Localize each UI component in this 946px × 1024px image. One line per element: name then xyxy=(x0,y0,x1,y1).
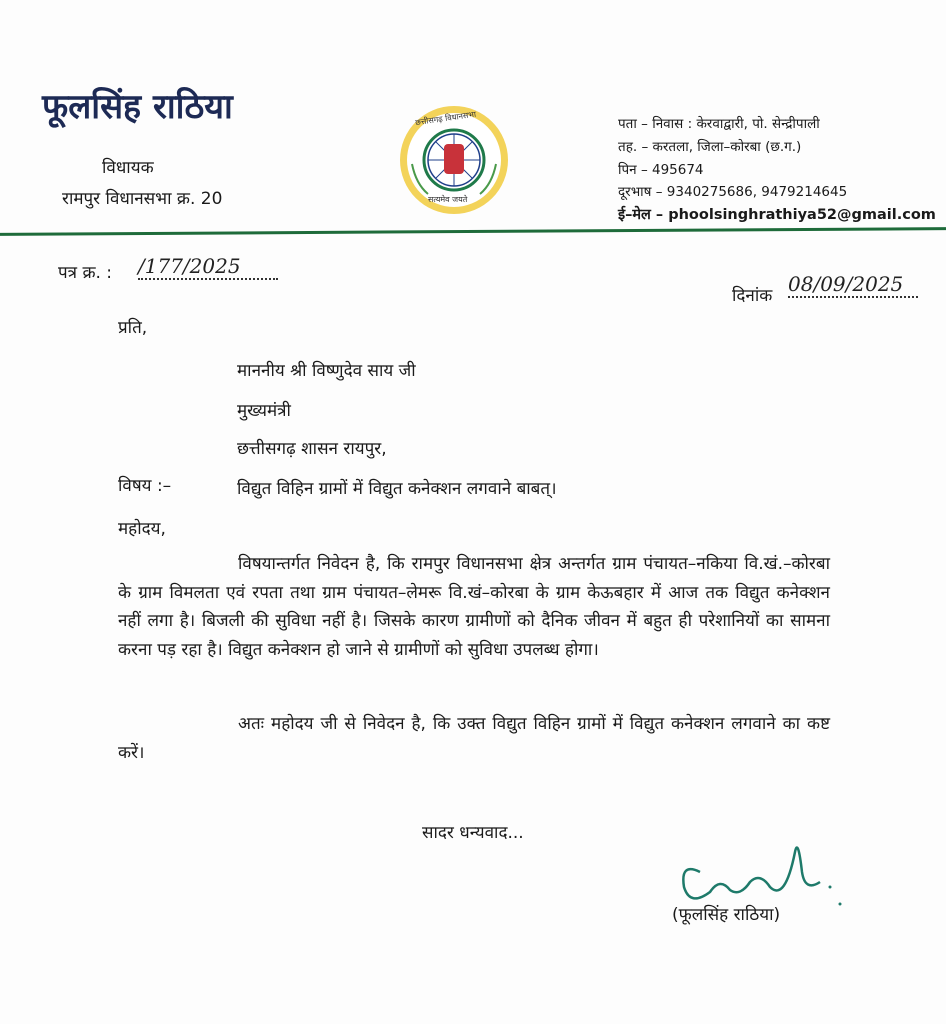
date-label: दिनांक xyxy=(732,286,773,306)
date-value: 08/09/2025 xyxy=(788,272,918,298)
letterhead-name: फूलसिंह राठिया xyxy=(42,87,233,127)
recipient-name: माननीय श्री विष्णुदेव साय जी xyxy=(237,361,416,381)
ref-label: पत्र क्र. : xyxy=(58,263,113,283)
pin-line: पिन – 495674 xyxy=(618,162,704,178)
seal-bottom-text: सत्यमेव जयते xyxy=(428,195,468,204)
email-line: ई–मेल – phoolsinghrathiya52@gmail.com xyxy=(618,207,936,223)
body-paragraph: विषयान्तर्गत निवेदन है, कि रामपुर विधानसभा क्षेत्र अन्तर्गत ग्राम पंचायत–नकिया वि.खं.–कोरबा के ग्राम विमलता एवं रपता तथा ग्राम पंचायत–लेमरू वि.खं–कोरबा के ग्राम केऊबहार में आज तक विद्युत कनेक्शन नहीं लगा है। बिजली की सुविधा नहीं है। जिसके कारण ग्रामीणों को दैनिक जीवन में बहुत ही परेशानियों का सामना करना पड़ रहा है। विद्युत कनेक्शन हो जाने से ग्रामीणों को सुविधा उपलब्ध होगा। xyxy=(118,554,830,660)
salutation: महोदय, xyxy=(118,519,166,539)
subject-label: विषय :– xyxy=(118,476,172,496)
address-line: तह. – करतला, जिला–कोरबा (छ.ग.) xyxy=(618,139,802,155)
address-line: पता – निवास : केरवाद्वारी, पो. सेन्द्रीपाली xyxy=(618,116,820,132)
body-paragraph: अतः महोदय जी से निवेदन है, कि उक्त विद्युत विहिन ग्रामों में विद्युत कनेक्शन लगवाने का कष्ट करें। xyxy=(118,714,830,763)
designation: विधायक xyxy=(102,158,154,178)
signature xyxy=(670,832,860,912)
recipient-office: छत्तीसगढ़ शासन रायपुर, xyxy=(237,439,387,459)
recipient-title: मुख्यमंत्री xyxy=(237,401,291,421)
seal-top-text: छत्तीसगढ़ विधानसभा xyxy=(414,109,477,128)
subject-text: विद्युत विहिन ग्रामों में विद्युत कनेक्शन लगवाने बाबत्। xyxy=(237,479,557,499)
header-divider xyxy=(0,227,946,236)
phone-line: दूरभाष – 9340275686, 9479214645 xyxy=(618,184,848,200)
ref-number: /177/2025 xyxy=(138,254,278,280)
signatory-name: (फूलसिंह राठिया) xyxy=(672,905,781,925)
to-label: प्रति, xyxy=(118,318,148,338)
constituency: रामपुर विधानसभा क्र. 20 xyxy=(62,189,223,209)
closing: सादर धन्यवाद... xyxy=(422,823,524,843)
